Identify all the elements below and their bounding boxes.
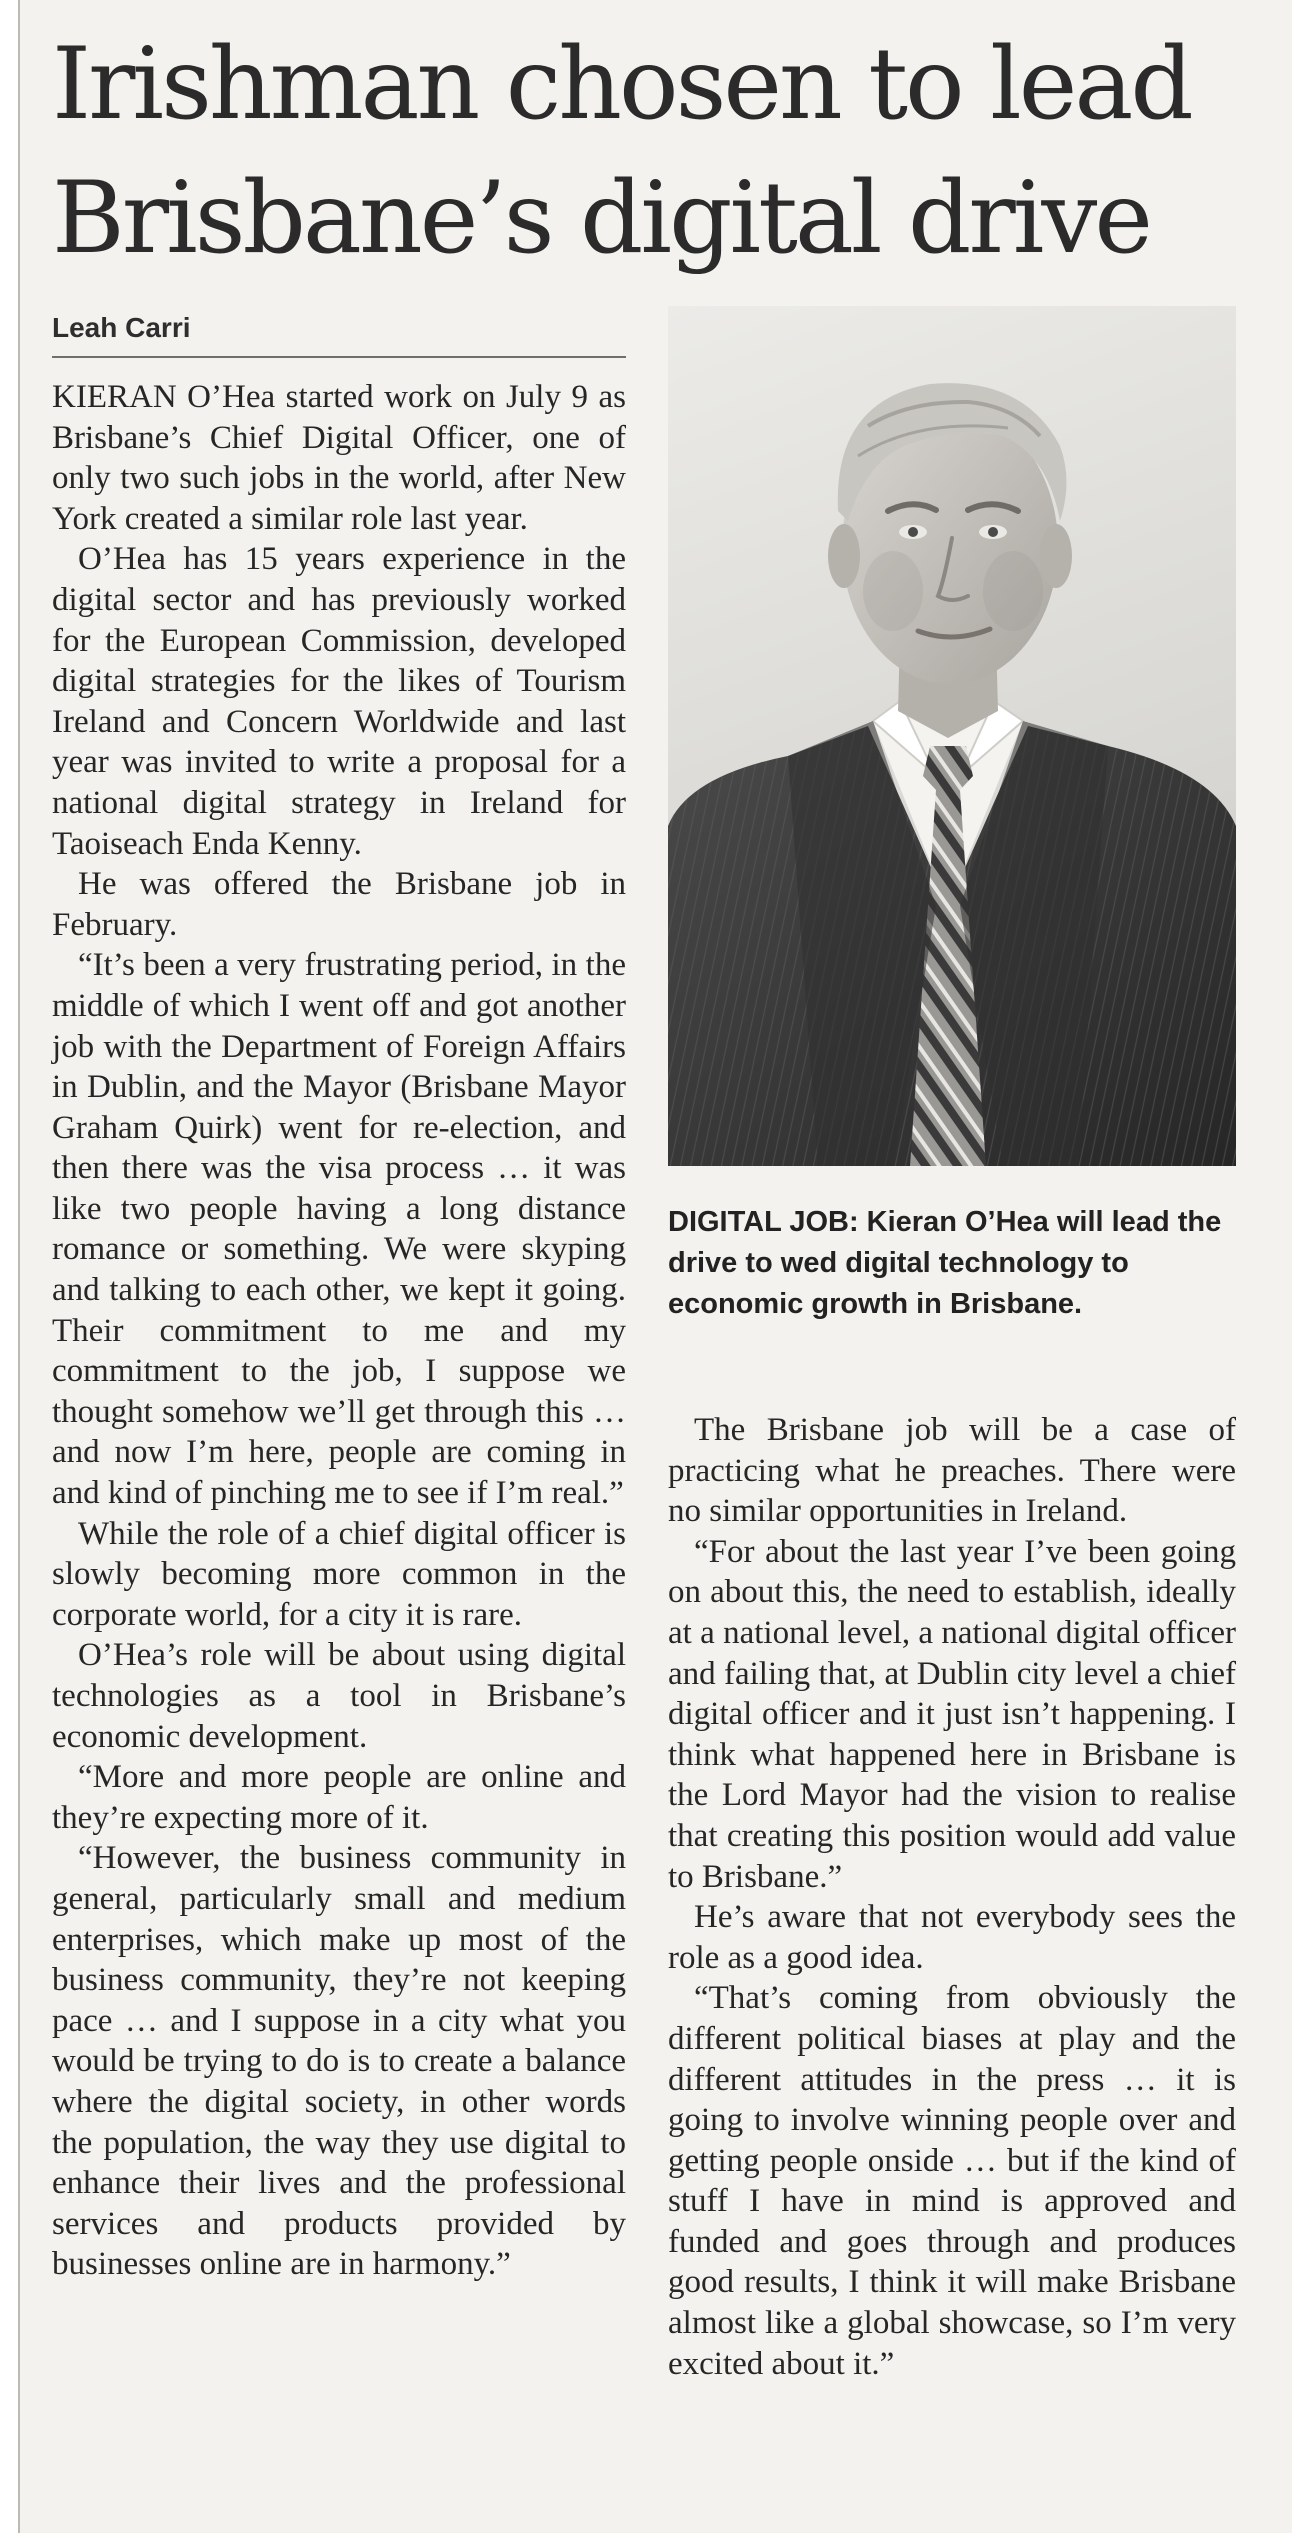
paragraph: O’Hea has 15 years experience in the digital sector and has previously worked for the European Commission, developed digital strategies for the likes of Tourism Ireland and Concern Worldwide and last year was invited to write a proposal for a national digital strategy in Ireland for Taoiseach Enda Kenny. [52, 541, 626, 862]
paragraph: “It’s been a very frustrating period, in the middle of which I went off and got another job with the Department of Foreign Affairs in Dublin, and the Mayor (Brisbane Mayor Graham Quirk) went for re-election, and then there was the visa process … it was like two people having a long distance romance or something. We were skyping and talking to each other, we kept it going. Their commitment to me and my commitment to the job, I suppose we thought somehow we’ll get through this … and now I’m here, people are coming in and kind of pinching me to see if I’m real.” [52, 947, 626, 1512]
paragraph: The Brisbane job will be a case of practicing what he preaches. There were no similar opportunities in Ireland. [668, 1412, 1236, 1530]
portrait-illustration [668, 306, 1236, 1166]
headline-line-1: Irishman chosen to lead [52, 27, 1191, 142]
paragraph: While the role of a chief digital officer is slowly becoming more common in the corporate world, for a city it is rare. [52, 1515, 626, 1633]
right-column [668, 1410, 1236, 2384]
byline-divider [52, 356, 626, 358]
paragraph: “However, the business community in general, particularly small and medium enterprises, which make up most of the business community, they’re not keeping pace … and I suppose in a city what you would be trying to do is to create a balance where the digital society, in other words the population, the way they use digital to enhance their lives and the professional services and products provided by businesses online are in harmony.” [52, 1840, 626, 2283]
caption-lead: DIGITAL JOB: [668, 1206, 859, 1238]
newspaper-clipping [18, 0, 1292, 2533]
byline: Leah Carri [52, 312, 191, 343]
photo-caption [668, 1202, 1236, 1325]
portrait-photo [668, 306, 1236, 1166]
paragraph: “For about the last year I’ve been going on about this, the need to establish, ideally at a national level, a national digital officer and failing that, at Dublin city level a chief digital officer and it just isn’t happening. I think what happened here in Brisbane is the Lord Mayor had the vision to realise that creating this position would add value to Brisbane.” [668, 1533, 1236, 1895]
headline [52, 18, 1252, 286]
paragraph: O’Hea’s role will be about using digital technologies as a tool in Brisbane’s economic development. [52, 1637, 626, 1755]
headline-line-2: Brisbane’s digital drive [52, 161, 1150, 276]
paragraph: He was offered the Brisbane job in February. [52, 866, 626, 943]
left-column [52, 377, 626, 2285]
paragraph: He’s aware that not everybody sees the role as a good idea. [668, 1899, 1236, 1976]
paragraph: KIERAN O’Hea started work on July 9 as Brisbane’s Chief Digital Officer, one of only two such jobs in the world, after New York created a similar role last year. [52, 379, 626, 537]
paragraph: “More and more people are online and they’re expecting more of it. [52, 1759, 626, 1836]
paragraph: “That’s coming from obviously the different political biases at play and the different attitudes in the press … it is going to involve winning people over and getting people onside … but if the kind of stuff I have in mind is approved and funded and goes through and produces good results, I think it will make Brisbane almost like a global showcase, so I’m very excited about it.” [668, 1980, 1236, 2382]
caption-text: Kieran O’Hea will lead the drive to wed digital technology to economic growth in Brisbane. [668, 1206, 1222, 1320]
